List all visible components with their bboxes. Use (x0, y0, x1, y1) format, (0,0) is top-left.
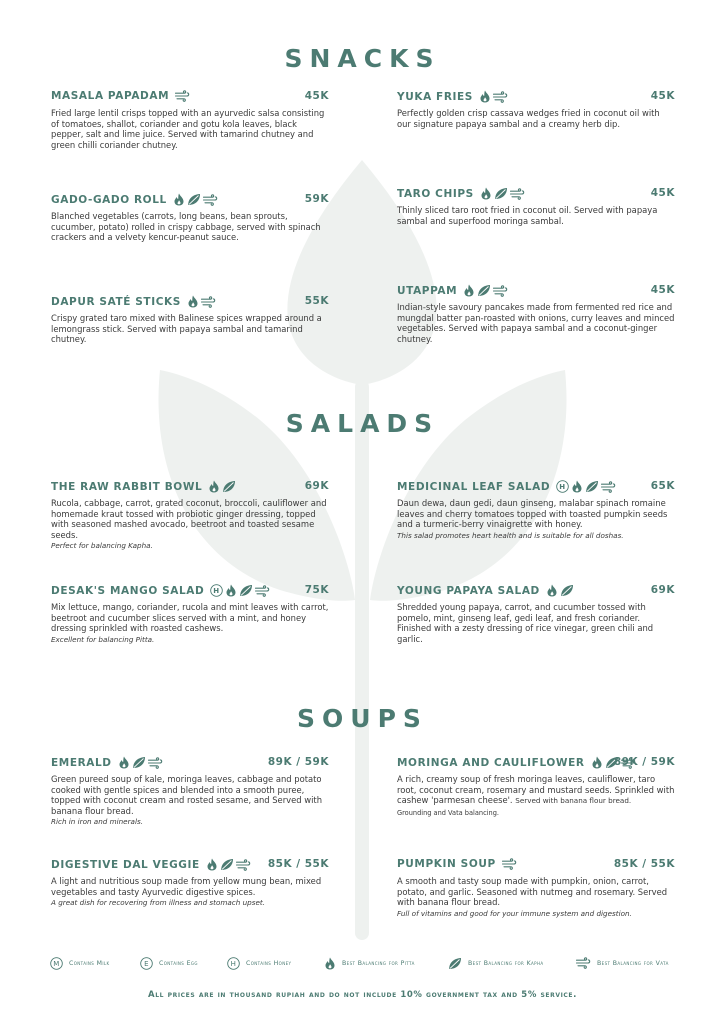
vata-icon (201, 296, 216, 308)
legend-egg (140, 957, 198, 970)
item-description: Daun dewa, daun gedi, daun ginseng, malabar spinach romaine leaves and cherry tomatoes topped with toasted pumpkin seeds and a turmeric-berry vinaigrette with honey. (397, 498, 668, 530)
dietary-icons (546, 584, 574, 597)
item-name: GADO-GADO ROLL (51, 193, 167, 206)
item-price: 45K (304, 90, 329, 102)
svg-text:H: H (559, 483, 566, 492)
item-description: A smooth and tasty soup made with pumpkin, onion, carrot, potato, and garlic. Seasoned with nutmeg and rosemary. Served with banana flour bread. (397, 876, 668, 908)
vata-icon (236, 859, 251, 871)
item-name: MEDICINAL LEAF SALAD (397, 480, 551, 493)
vata-icon (576, 957, 591, 969)
kapha-icon (239, 584, 253, 597)
legend-kapha-label: Best Balancing for Kapha (468, 960, 544, 967)
kapha-icon (222, 480, 236, 493)
menu-item-raw-rabbit-bowl (51, 480, 329, 551)
dietary-icons (480, 187, 525, 200)
pitta-icon (225, 584, 237, 597)
item-price: 45K (650, 284, 675, 296)
legend-vata-label: Best Balancing for Vata (597, 959, 669, 967)
item-description: Rucola, cabbage, carrot, grated coconut, broccoli, cauliflower and homemade kraut tossed with probiotic ginger dressing, topped with seasoned mashed avocado, beetroot and toasted sesame seeds. (51, 498, 327, 540)
dietary-icons (173, 193, 218, 206)
pitta-icon (173, 193, 185, 206)
pitta-icon (546, 584, 558, 597)
pitta-icon (479, 90, 491, 103)
pitta-icon (591, 756, 603, 769)
item-price: 85K / 55K (613, 858, 675, 870)
item-name: DAPUR SATÉ STICKS (51, 295, 181, 308)
vata-icon (510, 188, 525, 200)
item-note: A great dish for recovering from illness and stomach upset. (51, 898, 265, 908)
item-description: Blanched vegetables (carrots, long beans, bean sprouts, cucumber, potato) rolled in crispy cabbage, served with spinach crackers and a velvety kencur-peanut sauce. (51, 211, 321, 243)
item-note: Perfect for balancing Kapha. (51, 541, 153, 551)
item-description (397, 774, 675, 807)
vata-icon (601, 481, 616, 493)
svg-text:M: M (53, 960, 60, 969)
svg-text:H: H (213, 587, 221, 596)
menu-item-masala-papadam (51, 90, 329, 150)
item-name: MORINGA AND CAULIFLOWER (397, 756, 585, 769)
egg-icon (140, 957, 153, 970)
item-note: This salad promotes heart health and is suitable for all doshas. (397, 530, 624, 540)
menu-item-moringa-and-cauliflower (397, 756, 675, 818)
item-name: UTAPPAM (397, 284, 458, 297)
honey-icon (210, 584, 223, 597)
pitta-icon (118, 756, 130, 769)
item-price: 65K (650, 480, 675, 492)
item-description: A light and nutritious soup made from yellow mung bean, mixed vegetables and tasty Ayurvedic digestive spices. (51, 876, 322, 897)
kapha-icon (560, 584, 574, 597)
item-name: MASALA PAPADAM (51, 90, 170, 102)
dietary-icons (187, 295, 216, 308)
pitta-icon (463, 284, 475, 297)
item-note: Rich in iron and minerals. (51, 817, 143, 827)
item-note: Excellent for balancing Pitta. (51, 634, 155, 644)
legend-egg-label: Contains Egg (159, 960, 198, 967)
dietary-icons (556, 480, 616, 493)
honey-icon (556, 480, 569, 493)
item-name: DIGESTIVE DAL VEGGIE (51, 858, 200, 871)
item-price: 59K (304, 193, 329, 205)
item-description-small: Served with banana flour bread. (515, 796, 632, 806)
vata-icon (148, 757, 163, 769)
kapha-icon (220, 858, 234, 871)
menu-item-digestive-dal-veggie (51, 858, 329, 908)
legend-milk (50, 957, 110, 970)
item-price: 45K (650, 90, 675, 102)
legend-vata (576, 957, 669, 969)
legend-milk-label: Contains Milk (69, 960, 110, 967)
item-name: YOUNG PAPAYA SALAD (397, 584, 540, 597)
item-price: 69K (650, 584, 675, 596)
item-name: TARO CHIPS (397, 187, 474, 200)
item-note: Full of vitamins and good for your immune system and digestion. (397, 908, 632, 918)
kapha-icon (187, 193, 201, 206)
kapha-icon (477, 284, 491, 297)
kapha-icon (448, 957, 462, 970)
milk-icon (50, 957, 63, 970)
vata-icon (502, 858, 517, 870)
vata-icon (203, 194, 218, 206)
dietary-icons (210, 584, 270, 597)
snacks-heading: SNACKS (284, 44, 441, 73)
dietary-icons (502, 858, 517, 870)
item-price: 85K / 55K (267, 858, 329, 870)
svg-text:E: E (144, 960, 149, 969)
item-description: Fried large lentil crisps topped with an ayurvedic salsa consisting of tomatoes, shallot, coriander and gotu kola leaves, black pepper, salt and lime juice. Served with tamarind chutney and green chilli coriander chutney. (51, 108, 325, 150)
menu-item-young-papaya-salad (397, 584, 675, 644)
legend-pitta (324, 957, 415, 970)
item-description: Shredded young papaya, carrot, and cucumber tossed with pomelo, mint, ginseng leaf, gedi leaf, and fresh coriander. Finished with a zesty dressing of rice vinegar, green chili and garlic. (397, 602, 654, 644)
pitta-icon (208, 480, 220, 493)
legend-pitta-label: Best Balancing for Pitta (342, 960, 415, 967)
kapha-icon (585, 480, 599, 493)
menu-item-utappam (397, 284, 675, 344)
legend-kapha (448, 957, 544, 970)
menu-item-desaks-mango-salad (51, 584, 329, 645)
soups-heading: SOUPS (297, 704, 428, 733)
pitta-icon (480, 187, 492, 200)
pitta-icon (571, 480, 583, 493)
item-name: THE RAW RABBIT BOWL (51, 480, 203, 493)
dietary-legend (50, 957, 675, 975)
dietary-icons (479, 90, 508, 103)
vata-icon (255, 585, 270, 597)
pitta-icon (324, 957, 336, 970)
item-price: 55K (304, 295, 329, 307)
vata-icon (493, 91, 508, 103)
vata-icon (493, 285, 508, 297)
item-name: PUMPKIN SOUP (397, 858, 496, 870)
item-description: Indian-style savoury pancakes made from fermented red rice and mungdal batter pan-roasted with onions, curry leaves and minced vegetables. Served with papaya sambal and a coconut-ginger chutney. (397, 302, 675, 344)
salads-heading: SALADS (285, 409, 440, 438)
honey-icon (227, 957, 240, 970)
item-description: Perfectly golden crisp cassava wedges fried in coconut oil with our signature papaya sambal and a creamy herb dip. (397, 108, 660, 129)
svg-text:H: H (230, 960, 237, 969)
menu-item-emerald (51, 756, 329, 827)
menu-item-taro-chips (397, 187, 675, 226)
kapha-icon (132, 756, 146, 769)
item-description: Mix lettuce, mango, coriander, rucola and mint leaves with carrot, beetroot and cucumber slices served with a mint, and honey dressing sprinkled with roasted cashews. (51, 602, 329, 634)
legend-honey-label: Contains Honey (246, 960, 292, 967)
item-price: 69K (304, 480, 329, 492)
item-price: 89K / 59K (267, 756, 329, 768)
pitta-icon (206, 858, 218, 871)
item-name: DESAK'S MANGO SALAD (51, 584, 205, 597)
dietary-icons (463, 284, 508, 297)
dietary-icons (175, 90, 190, 102)
dietary-icons (118, 756, 163, 769)
item-name: YUKA FRIES (397, 90, 473, 103)
pitta-icon (187, 295, 199, 308)
menu-item-gado-gado-roll (51, 193, 329, 243)
vata-icon (175, 90, 190, 102)
item-name: EMERALD (51, 756, 112, 769)
item-note: Grounding and Vata balancing. (397, 808, 500, 817)
item-price: 89K / 59K (613, 756, 675, 768)
menu-item-medicinal-leaf-salad (397, 480, 675, 541)
dietary-icons (206, 858, 251, 871)
menu-item-yuka-fries (397, 90, 675, 129)
menu-item-dapur-sate-sticks (51, 295, 329, 345)
item-description-main: A rich, creamy soup of fresh moringa leaves, cauliflower, taro root, coconut cream, rosemary and mustard seeds. Sprinkled with cashew 'parmesan cheese'. (397, 774, 675, 806)
item-description: Green pureed soup of kale, moringa leaves, cabbage and potato cooked with gentle spices and blended into a smooth puree, topped with coconut cream and rosted sesame, and Served with banana flour bread. (51, 774, 323, 816)
item-description: Thinly sliced taro root fried in coconut oil. Served with papaya sambal and superfood moringa sambal. (397, 205, 658, 226)
menu-item-pumpkin-soup (397, 858, 675, 919)
item-price: 75K (304, 584, 329, 596)
item-description: Crispy grated taro mixed with Balinese spices wrapped around a lemongrass stick. Served with papaya sambal and tamarind chutney. (51, 313, 322, 345)
price-disclaimer: All prices are in thousand rupiah and do not include 10% government tax and 5% service. (148, 990, 577, 1000)
kapha-icon (494, 187, 508, 200)
item-price: 45K (650, 187, 675, 199)
legend-honey (227, 957, 291, 970)
dietary-icons (208, 480, 236, 493)
